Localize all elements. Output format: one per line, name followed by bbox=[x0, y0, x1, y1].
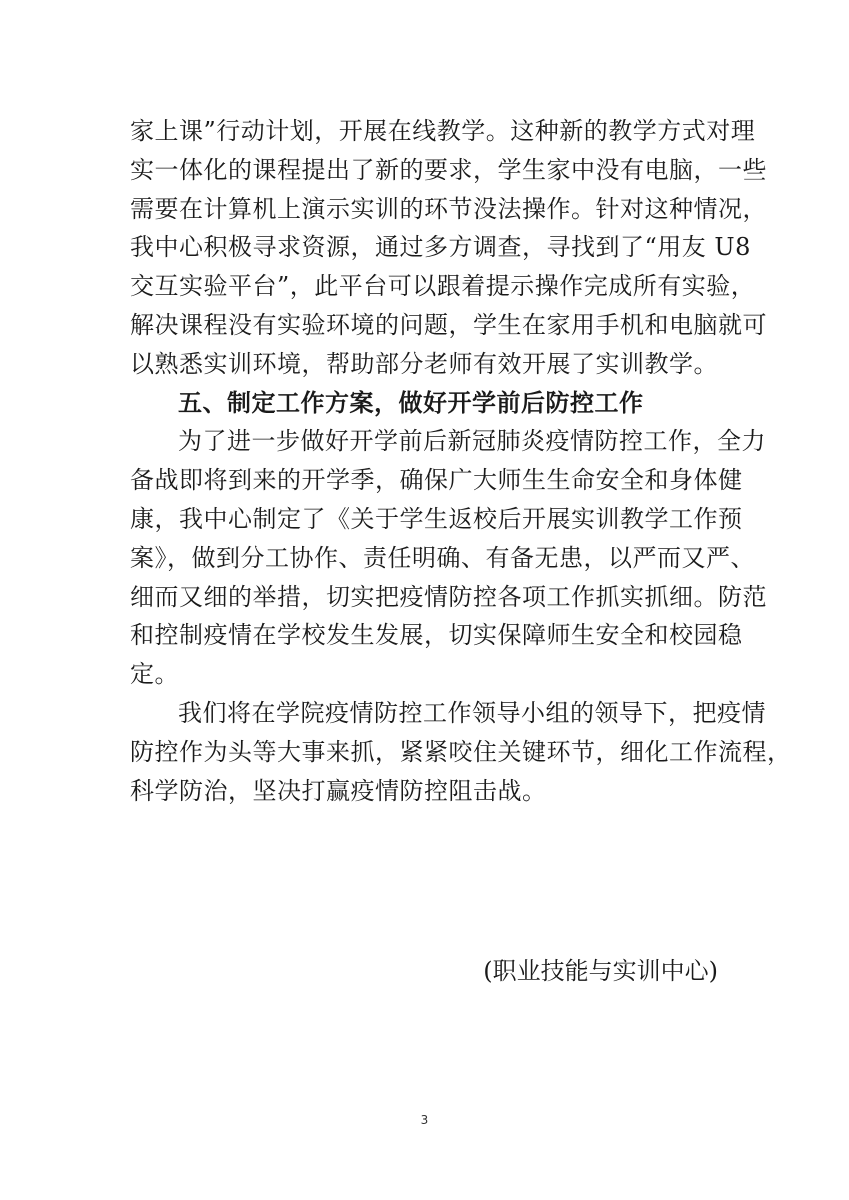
paragraph-line: 备战即将到来的开学季，确保广大师生生命安全和身体健 bbox=[130, 466, 743, 495]
paragraph-line: 实一体化的课程提出了新的要求，学生家中没有电脑，一些 bbox=[130, 155, 767, 184]
paragraph-line: 为了进一步做好开学前后新冠肺炎疫情防控工作，全力 bbox=[178, 427, 766, 456]
paragraph-line: 案》，做到分工协作、责任明确、有备无患，以严而又严、 bbox=[130, 543, 755, 572]
paragraph-line: 和控制疫情在学校发生发展，切实保障师生安全和校园稳 bbox=[130, 621, 743, 650]
paragraph-line: 以熟悉实训环境，帮助部分老师有效开展了实训教学。 bbox=[130, 349, 718, 378]
section-heading: 五、制定工作方案，做好开学前后防控工作 bbox=[178, 388, 644, 417]
paragraph-line: 需要在计算机上演示实训的环节没法操作。针对这种情况， bbox=[130, 194, 767, 223]
signature: (职业技能与实训中心) bbox=[483, 957, 718, 985]
paragraph-line: 防控作为头等大事来抓，紧紧咬住关键环节，细化工作流程， bbox=[130, 737, 792, 766]
paragraph-line: 定。 bbox=[130, 660, 179, 689]
paragraph-online-teaching bbox=[130, 112, 767, 384]
paragraph-line: 科学防治，坚决打赢疫情防控阻击战。 bbox=[130, 776, 547, 805]
paragraph-line: 细而又细的举措，切实把疫情防控各项工作抓实抓细。防范 bbox=[130, 582, 767, 611]
paragraph-line: 我中心积极寻求资源，通过多方调查，寻找到了“用友 U8 bbox=[130, 233, 751, 262]
paragraph-line: 康，我中心制定了《关于学生返校后开展实训教学工作预 bbox=[130, 504, 743, 533]
paragraph-prevention-plan bbox=[130, 422, 767, 694]
paragraph-line: 家上课”行动计划，开展在线教学。这种新的教学方式对理 bbox=[130, 117, 756, 145]
paragraph-line: 我们将在学院疫情防控工作领导小组的领导下，把疫情 bbox=[178, 698, 766, 727]
paragraph-conclusion bbox=[130, 694, 792, 810]
paragraph-line: 解决课程没有实验环境的问题，学生在家用手机和电脑就可 bbox=[130, 310, 767, 339]
page-number: 3 bbox=[420, 1113, 429, 1127]
paragraph-line: 交互实验平台”，此平台可以跟着提示操作完成所有实验， bbox=[130, 272, 756, 301]
document-body bbox=[130, 112, 792, 810]
